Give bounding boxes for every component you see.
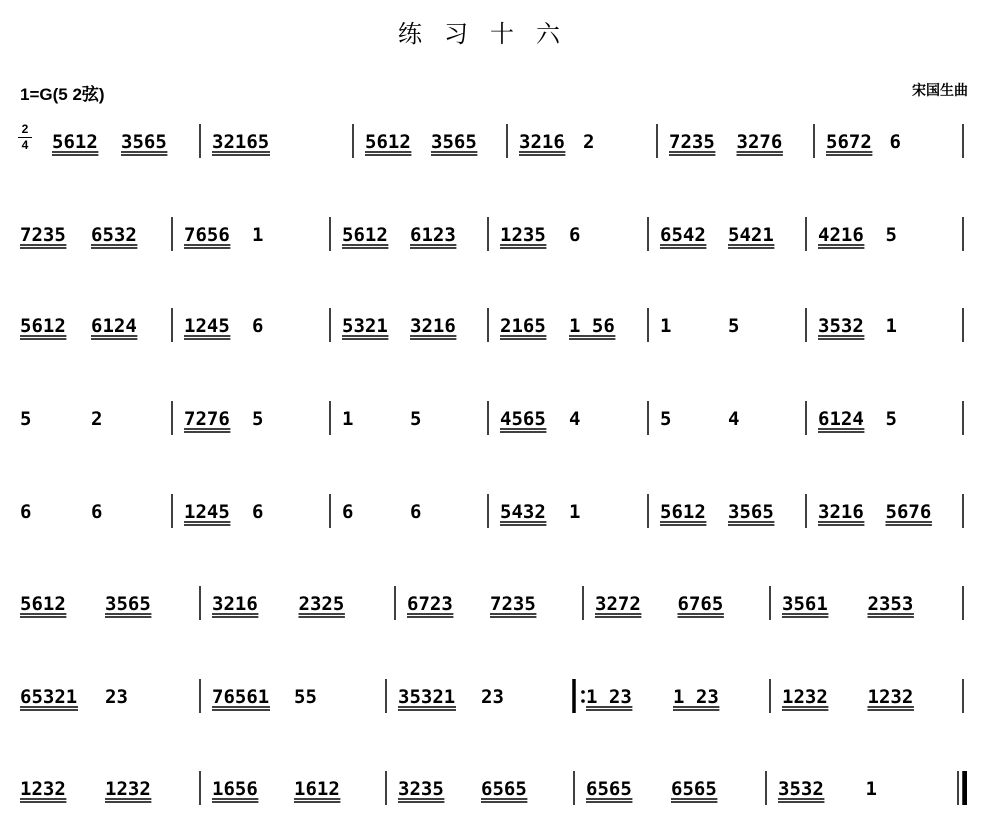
note-group: 3216 xyxy=(519,131,565,153)
note-group: 55 xyxy=(294,686,317,708)
note-group: 6124 xyxy=(91,315,137,337)
note-group: 3565 xyxy=(728,501,774,523)
note-group: 5421 xyxy=(728,224,774,246)
note-group: 3272 xyxy=(595,593,641,615)
note-group: 5 xyxy=(20,408,32,430)
note-group: 4 xyxy=(728,408,740,430)
note-group: 4 xyxy=(569,408,581,430)
note-group: 3561 xyxy=(782,593,828,615)
note-group: 6565 xyxy=(586,778,632,800)
note-group: 3565 xyxy=(431,131,477,153)
note-group: 6 xyxy=(342,501,354,523)
note-group: 35321 xyxy=(398,686,456,708)
time-signature-top: 2 xyxy=(21,122,29,136)
note-group: 6542 xyxy=(660,224,706,246)
note-group: 7276 xyxy=(184,408,230,430)
note-group: 1 xyxy=(569,501,581,523)
note-group: 4216 xyxy=(818,224,864,246)
note-group: 6765 xyxy=(677,593,724,615)
key-signature: 1=G(5 2弦) xyxy=(20,85,105,104)
note-group: 6124 xyxy=(818,408,864,430)
note-group: 1232 xyxy=(20,778,66,800)
note-group: 1 56 xyxy=(569,315,615,337)
note-group: 1245 xyxy=(184,501,230,523)
note-group: 6723 xyxy=(407,593,453,615)
note-group: 1 xyxy=(885,315,897,337)
note-group: 5672 xyxy=(826,131,872,153)
composer-credit: 宋国生曲 xyxy=(912,83,968,99)
note-group: 1 xyxy=(342,408,354,430)
note-group: 7235 xyxy=(20,224,66,246)
note-group: 6 xyxy=(252,501,264,523)
note-group: 3276 xyxy=(736,131,783,153)
note-group: 2 xyxy=(583,131,595,153)
note-group: 6565 xyxy=(671,778,717,800)
note-group: 3532 xyxy=(818,315,864,337)
note-group: 5 xyxy=(660,408,672,430)
note-group: 5612 xyxy=(365,131,411,153)
note-group: 1235 xyxy=(500,224,546,246)
note-group: 6 xyxy=(20,501,32,523)
note-group: 1 23 xyxy=(586,686,632,708)
note-group: 5612 xyxy=(660,501,706,523)
note-group: 3565 xyxy=(121,131,167,153)
note-group: 6 xyxy=(91,501,103,523)
note-group: 23 xyxy=(105,686,128,708)
note-group: 1232 xyxy=(867,686,914,708)
note-group: 76561 xyxy=(212,686,270,708)
note-group: 1 23 xyxy=(673,686,719,708)
note-group: 5 xyxy=(410,408,422,430)
note-group: 3216 xyxy=(818,501,864,523)
repeat-dot xyxy=(581,690,585,694)
note-group: 1 xyxy=(865,778,877,800)
note-group: 1612 xyxy=(294,778,340,800)
note-group: 3235 xyxy=(398,778,444,800)
note-group: 5612 xyxy=(20,315,66,337)
note-group: 1232 xyxy=(105,778,151,800)
note-group: 6 xyxy=(889,131,901,153)
note-group: 1232 xyxy=(782,686,828,708)
note-group: 2 xyxy=(91,408,103,430)
repeat-dot xyxy=(581,699,585,703)
note-group: 5 xyxy=(885,408,897,430)
note-group: 5 xyxy=(885,224,897,246)
note-group: 5432 xyxy=(500,501,546,523)
note-group: 1 xyxy=(252,224,264,246)
note-group: 6 xyxy=(410,501,422,523)
note-group: 5612 xyxy=(342,224,388,246)
note-group: 5612 xyxy=(20,593,66,615)
note-group: 6 xyxy=(569,224,581,246)
note-group: 3565 xyxy=(105,593,151,615)
note-group: 3216 xyxy=(410,315,456,337)
note-group: 7656 xyxy=(184,224,230,246)
note-group: 6123 xyxy=(410,224,456,246)
note-group: 23 xyxy=(481,686,504,708)
note-group: 1 xyxy=(660,315,672,337)
score-title: 练习十六 xyxy=(398,20,582,48)
time-signature-bottom: 4 xyxy=(21,138,29,152)
note-group: 6 xyxy=(252,315,264,337)
note-group: 7235 xyxy=(669,131,715,153)
note-group: 2353 xyxy=(867,593,914,615)
note-group: 4565 xyxy=(500,408,546,430)
note-group: 2165 xyxy=(500,315,546,337)
note-group: 65321 xyxy=(20,686,78,708)
note-group: 7235 xyxy=(490,593,536,615)
note-group: 5676 xyxy=(885,501,932,523)
note-group: 5321 xyxy=(342,315,388,337)
note-group: 6565 xyxy=(481,778,527,800)
note-group: 1245 xyxy=(184,315,230,337)
note-group: 3216 xyxy=(212,593,258,615)
note-group: 3532 xyxy=(778,778,824,800)
note-group: 2325 xyxy=(298,593,345,615)
note-group: 32165 xyxy=(212,131,270,153)
note-group: 5 xyxy=(252,408,264,430)
note-group: 5 xyxy=(728,315,740,337)
note-group: 6532 xyxy=(91,224,137,246)
note-group: 5612 xyxy=(52,131,98,153)
note-group: 1656 xyxy=(212,778,258,800)
